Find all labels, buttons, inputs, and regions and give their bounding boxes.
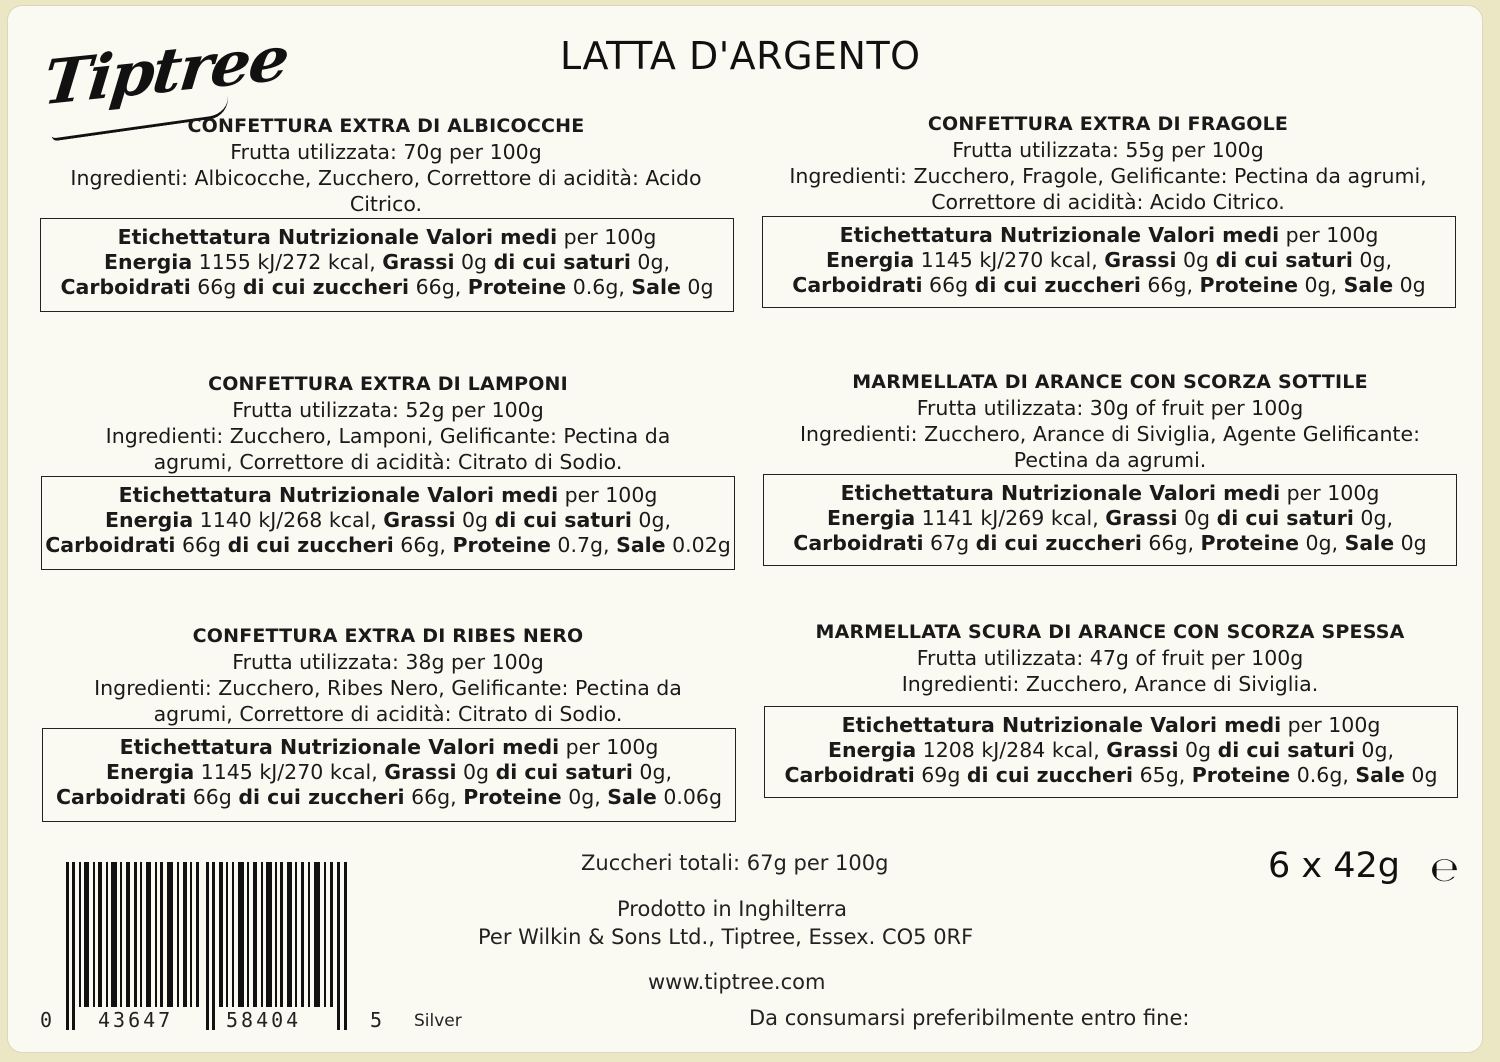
grassi-label: Grassi [1104,248,1177,272]
saturi-label: di cui saturi [1215,248,1353,272]
grassi-value: 0g [1178,738,1218,762]
grassi-value: 0g [454,250,494,274]
energia-value: 1145 kJ/270 kcal, [194,760,385,784]
grassi-value: 0g [456,760,496,784]
sale-label: Sale [616,533,666,557]
barcode-group-left: 43647 [98,1008,174,1032]
product-ingredients-cont: agrumi, Correttore di acidità: Citrato di Sodio. [153,702,623,726]
product-block [760,369,1460,473]
grassi-value: 0g [1176,248,1216,272]
carbo-label: Carboidrati [60,275,191,299]
sale-value: 0g [680,275,714,299]
product-fruit: Frutta utilizzata: 47g of fruit per 100g [916,646,1304,670]
energia-value: 1145 kJ/270 kcal, [914,248,1105,272]
nutrition-box [763,474,1457,566]
product-name: MARMELLATA DI ARANCE CON SCORZA SOTTILE [852,371,1368,393]
sale-value: 0.02g [665,533,731,557]
product-ingredients-cont: Correttore di acidità: Acido Citrico. [931,190,1285,214]
grassi-label: Grassi [383,508,456,532]
sale-label: Sale [1343,273,1394,297]
product-fruit: Frutta utilizzata: 38g per 100g [232,650,544,674]
carbo-value: 66g [190,275,243,299]
carbo-value: 69g [914,763,967,787]
carbo-label: Carboidrati [55,785,187,809]
sale-value: 0g [1393,273,1426,297]
zuccheri-label: di cui zuccheri [966,763,1134,787]
product-name: MARMELLATA SCURA DI ARANCE CON SCORZA SPESSA [815,621,1405,643]
product-fruit: Frutta utilizzata: 30g of fruit per 100g [916,396,1304,420]
carbo-value: 66g [175,533,228,557]
nutrition-heading-unit: per 100g [1279,223,1379,247]
sale-label: Sale [1355,763,1405,787]
product-block [760,619,1460,697]
carbo-value: 66g [186,785,239,809]
energia-label: Energia [105,508,194,532]
proteine-value: 0.6g, [566,275,632,299]
energia-label: Energia [106,760,195,784]
proteine-label: Proteine [463,785,562,809]
energia-label: Energia [104,250,193,274]
nutrition-heading-unit: per 100g [557,225,657,249]
zuccheri-label: di cui zuccheri [974,273,1141,297]
product-name: CONFETTURA EXTRA DI RIBES NERO [192,625,584,647]
made-in: Prodotto in Inghilterra [617,897,848,921]
saturi-label: di cui saturi [494,508,632,532]
product-fruit: Frutta utilizzata: 70g per 100g [230,140,542,164]
sale-label: Sale [607,785,657,809]
carbo-label: Carboidrati [793,531,924,555]
nutrition-heading-unit: per 100g [1280,481,1380,505]
nutrition-heading: Etichettatura Nutrizionale Valori medi [119,735,560,759]
website-link[interactable]: www.tiptree.com [648,970,826,994]
zuccheri-value: 66g, [404,785,464,809]
saturi-label: di cui saturi [495,760,633,784]
product-ingredients: Ingredienti: Zucchero, Arance di Siviglia, Agente Gelificante: [799,422,1420,446]
grassi-label: Grassi [1105,506,1178,530]
nutrition-heading: Etichettatura Nutrizionale Valori medi [118,483,559,507]
carbo-label: Carboidrati [784,763,915,787]
zuccheri-label: di cui zuccheri [242,275,410,299]
product-ingredients: Ingredienti: Zucchero, Lamponi, Gelificante: Pectina da [105,424,671,448]
product-block [38,371,738,475]
product-name: CONFETTURA EXTRA DI LAMPONI [208,373,568,395]
saturi-label: di cui saturi [1216,506,1354,530]
proteine-label: Proteine [1191,763,1291,787]
energia-value: 1155 kJ/272 kcal, [192,250,383,274]
sale-value: 0g [1404,763,1438,787]
product-name: CONFETTURA EXTRA DI FRAGOLE [927,113,1289,135]
product-ingredients-cont: Pectina da agrumi. [1013,448,1207,472]
sale-label: Sale [631,275,681,299]
zuccheri-label: di cui zuccheri [238,785,405,809]
energia-label: Energia [828,738,917,762]
grassi-label: Grassi [382,250,455,274]
nutrition-box [41,476,735,570]
energia-value: 1141 kJ/269 kcal, [915,506,1106,530]
product-ingredients: Ingredienti: Zucchero, Arance di Siviglia. [901,672,1319,696]
proteine-value: 0g, [561,785,608,809]
product-block [38,623,738,727]
energia-label: Energia [826,248,915,272]
total-sugar: Zuccheri totali: 67g per 100g [581,851,889,875]
saturi-value: 0g, [631,508,671,532]
brand-logo: Tiptree [40,21,292,120]
nutrition-heading: Etichettatura Nutrizionale Valori medi [839,223,1280,247]
energia-value: 1140 kJ/268 kcal, [193,508,384,532]
saturi-label: di cui saturi [493,250,631,274]
proteine-value: 0.6g, [1290,763,1356,787]
proteine-value: 0g, [1297,273,1344,297]
product-fruit: Frutta utilizzata: 52g per 100g [232,398,544,422]
product-ingredients: Ingredienti: Zucchero, Fragole, Gelificante: Pectina da agrumi, [789,164,1427,188]
page-title: LATTA D'ARGENTO [560,34,921,78]
variant-label: Silver [414,1011,462,1031]
carbo-label: Carboidrati [45,533,176,557]
barcode-digit-last: 5 [370,1008,383,1032]
product-ingredients: Ingredienti: Albicocche, Zucchero, Correttore di acidità: Acido [70,166,702,190]
saturi-value: 0g, [1354,738,1394,762]
carbo-value: 67g [923,531,976,555]
nutrition-box [42,728,736,822]
zuccheri-value: 66g, [393,533,453,557]
nutrition-heading: Etichettatura Nutrizionale Valori medi [117,225,558,249]
best-before: Da consumarsi preferibilmente entro fine: [749,1006,1190,1030]
proteine-value: 0g, [1298,531,1345,555]
sale-value: 0g [1394,531,1427,555]
zuccheri-value: 66g, [409,275,468,299]
saturi-label: di cui saturi [1217,738,1355,762]
proteine-value: 0.7g, [550,533,617,557]
barcode-group-right: 58404 [226,1008,302,1032]
nutrition-box [762,216,1456,308]
proteine-label: Proteine [467,275,567,299]
zuccheri-label: di cui zuccheri [227,533,394,557]
nutrition-heading-unit: per 100g [1281,713,1381,737]
proteine-label: Proteine [452,533,551,557]
barcode-digit-first: 0 [40,1008,53,1032]
saturi-value: 0g, [630,250,670,274]
grassi-value: 0g [455,508,495,532]
grassi-label: Grassi [1106,738,1179,762]
nutrition-heading: Etichettatura Nutrizionale Valori medi [841,713,1282,737]
proteine-label: Proteine [1199,273,1298,297]
zuccheri-value: 66g, [1140,273,1200,297]
zuccheri-value: 65g, [1133,763,1192,787]
energia-label: Energia [827,506,916,530]
proteine-label: Proteine [1200,531,1299,555]
saturi-value: 0g, [632,760,672,784]
sale-label: Sale [1344,531,1395,555]
nutrition-box [40,218,734,312]
product-block [36,113,736,217]
saturi-value: 0g, [1353,506,1393,530]
grassi-label: Grassi [384,760,457,784]
nutrition-heading-unit: per 100g [559,735,659,759]
zuccheri-value: 66g, [1141,531,1201,555]
nutrition-heading: Etichettatura Nutrizionale Valori medi [840,481,1281,505]
product-ingredients-cont: agrumi, Correttore di acidità: Citrato di Sodio. [153,450,623,474]
producer: Per Wilkin & Sons Ltd., Tiptree, Essex. CO5 0RF [478,925,974,949]
product-name: CONFETTURA EXTRA DI ALBICOCCHE [187,115,585,137]
zuccheri-label: di cui zuccheri [975,531,1142,555]
product-ingredients: Ingredienti: Zucchero, Ribes Nero, Gelificante: Pectina da [94,676,682,700]
barcode-icon [66,862,366,1030]
product-fruit: Frutta utilizzata: 55g per 100g [952,138,1264,162]
estimated-sign-icon: ℮ [1430,850,1460,890]
product-block [758,111,1458,215]
net-quantity: 6 x 42g [1268,846,1400,886]
product-ingredients-cont: Citrico. [349,192,423,216]
sale-value: 0.06g [656,785,722,809]
saturi-value: 0g, [1352,248,1392,272]
nutrition-box [764,706,1458,798]
grassi-value: 0g [1177,506,1217,530]
energia-value: 1208 kJ/284 kcal, [916,738,1107,762]
carbo-value: 66g [922,273,975,297]
nutrition-heading-unit: per 100g [558,483,658,507]
carbo-label: Carboidrati [792,273,923,297]
